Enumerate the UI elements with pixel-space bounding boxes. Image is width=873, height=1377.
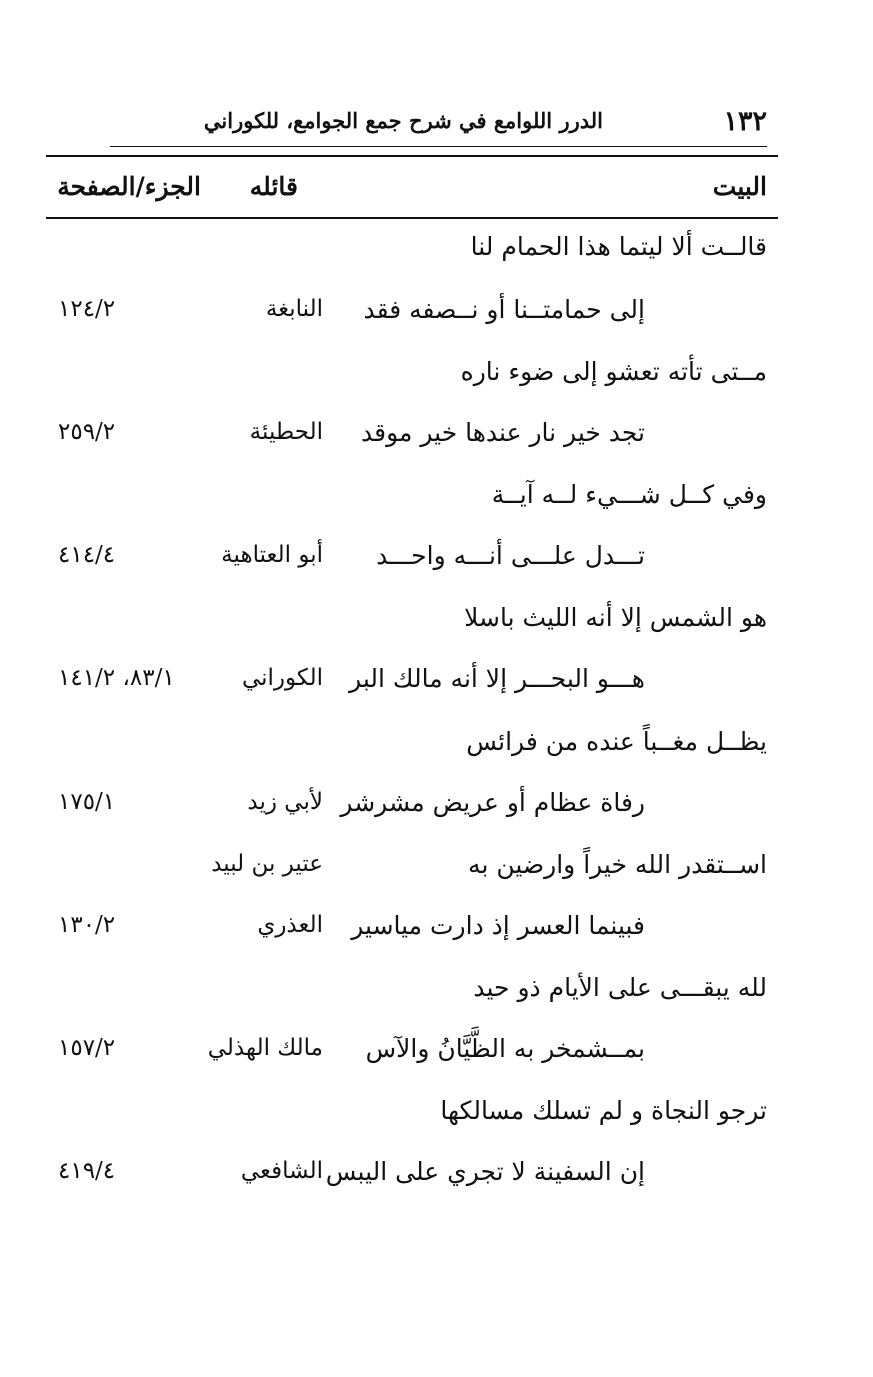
poet-name: أبو العتاهية	[221, 542, 323, 568]
verse-first-hemistich: اســتقدر الله خيراً وارضين به	[468, 850, 767, 879]
verse-second-hemistich: بمــشمخر به الظَّيَّانُ والآس	[365, 1034, 645, 1063]
header-rule-thin	[110, 146, 767, 147]
column-header-poet: قائله	[249, 172, 298, 201]
poet-name: مالك الهذلي	[207, 1035, 323, 1061]
poet-name: النابغة	[265, 296, 323, 322]
poet-name: الكوراني	[241, 665, 323, 691]
column-header-verse: البيت	[712, 172, 767, 201]
verse-first-hemistich: وفي كــل شـــيء لــه آيــة	[491, 480, 767, 509]
volume-page-ref: ١٧٥/١	[58, 789, 116, 815]
header-rule-thick	[46, 155, 778, 157]
poet-name: الحطيئة	[249, 419, 323, 445]
verse-second-hemistich: رفاة عظام أو عريض مشرشر	[340, 788, 645, 817]
verse-second-hemistich: هـــو البحـــر إلا أنه مالك البر	[349, 664, 645, 693]
volume-page-ref: ٤١٩/٤	[58, 1158, 116, 1184]
volume-page-ref: ٢٥٩/٢	[58, 419, 116, 445]
verse-first-hemistich: مــتى تأته تعشو إلى ضوء ناره	[460, 357, 767, 386]
column-header-rule	[46, 217, 778, 219]
volume-page-ref: ١٣٠/٢	[58, 912, 116, 938]
poet-name: العذري	[257, 912, 323, 938]
verse-second-hemistich: إن السفينة لا تجري على اليبس	[325, 1157, 645, 1186]
volume-page-ref: ١٥٧/٢	[58, 1035, 116, 1061]
verse-second-hemistich: تـــدل علـــى أنـــه واحـــد	[376, 541, 645, 570]
column-header-volume-page: الجزء/الصفحة	[57, 172, 201, 201]
verse-first-hemistich: هو الشمس إلا أنه الليث باسلا	[464, 603, 767, 632]
volume-page-ref: ١٢٤/٢	[58, 296, 116, 322]
verse-first-hemistich: قالــت ألا ليتما هذا الحمام لنا	[470, 232, 767, 261]
poet-name: عتير بن لبيد	[211, 851, 323, 877]
verse-first-hemistich: لله يبقـــى على الأيام ذو حيد	[473, 973, 767, 1002]
poet-name: الشافعي	[240, 1158, 323, 1184]
page-number: ١٣٢	[723, 106, 767, 137]
poet-name: لأبي زيد	[247, 789, 323, 815]
verse-first-hemistich: ترجو النجاة و لم تسلك مسالكها	[440, 1096, 767, 1125]
running-title: الدرر اللوامع في شرح جمع الجوامع، للكوراني	[203, 108, 603, 133]
verse-first-hemistich: يظــل مغــباً عنده من فرائس	[466, 727, 767, 756]
verse-second-hemistich: إلى حمامتــنا أو نــصفه فقد	[363, 295, 645, 324]
volume-page-ref: ٨٣/١، ١٤١/٢	[58, 665, 175, 691]
verse-second-hemistich: فبينما العسر إذ دارت مياسير	[351, 911, 645, 940]
volume-page-ref: ٤١٤/٤	[58, 542, 116, 568]
verse-second-hemistich: تجد خير نار عندها خير موقد	[361, 418, 645, 447]
